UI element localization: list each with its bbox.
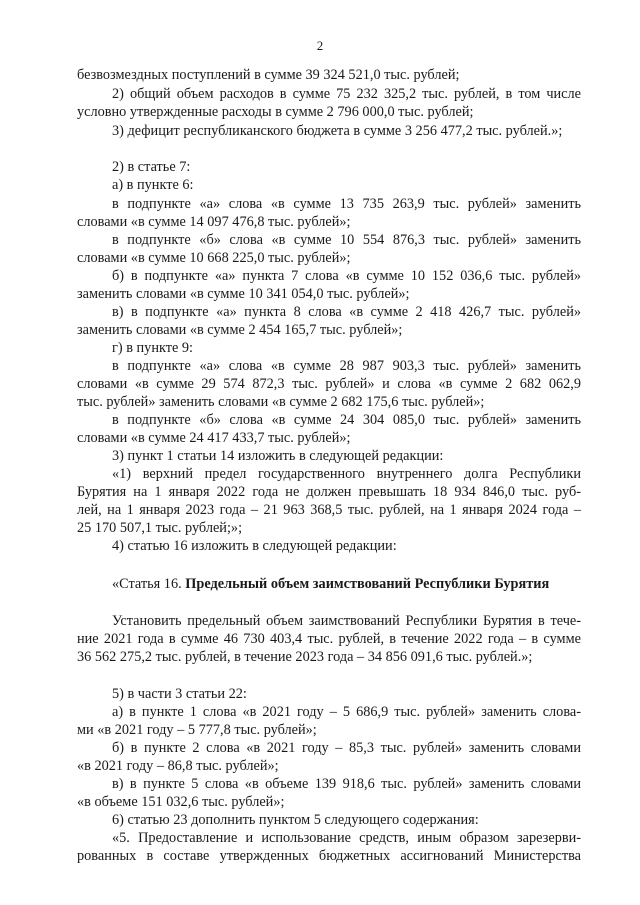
text-line: «1) верхний предел государственного внутреннего долга Республики	[112, 466, 581, 482]
text-line: 6) статью 23 дополнить пунктом 5 следующего содержания:	[112, 812, 479, 828]
article-title: Предельный объем заимствований Республики Бурятия	[185, 576, 550, 592]
text-line: 25 170 507,1 тыс. рублей;»;	[77, 520, 243, 536]
text-line: словами «в сумме 24 417 433,7 тыс. рублей»;	[77, 430, 351, 446]
text-line: 5) в части 3 статьи 22:	[112, 686, 247, 702]
text-line: в подпункте «а» слова «в сумме 28 987 903,3 тыс. рублей» заменить	[112, 358, 581, 374]
text-line: б) в подпункте «а» пункта 7 слова «в сумме 10 152 036,6 тыс. рублей»	[112, 268, 581, 284]
text-line: заменить словами «в сумме 10 341 054,0 тыс. рублей»;	[77, 286, 410, 302]
text-line: «5. Предоставление и использование средств, иным образом зарезерви-	[112, 830, 581, 846]
page-number: 2	[316, 38, 324, 53]
text-line: словами «в сумме 10 668 225,0 тыс. рублей»;	[77, 250, 351, 266]
text-line: словами «в сумме 14 097 476,8 тыс. рублей»;	[77, 214, 351, 230]
text-line: г) в пункте 9:	[112, 340, 194, 356]
text-line: 3) дефицит республиканского бюджета в сумме 3 256 477,2 тыс. рублей.»;	[112, 123, 563, 139]
text-line: в) в пункте 5 слова «в объеме 139 918,6 тыс. рублей» заменить словами	[112, 776, 581, 792]
text-line: а) в пункте 6:	[112, 177, 194, 193]
text-line: 4) статью 16 изложить в следующей редакции:	[112, 538, 397, 554]
text-line: «в 2021 году – 86,8 тыс. рублей»;	[77, 758, 279, 774]
text-line: б) в пункте 2 слова «в 2021 году – 85,3 тыс. рублей» заменить словами	[112, 740, 581, 756]
text-line: словами «в сумме 29 574 872,3 тыс. рублей» и слова «в сумме 2 682 062,9	[77, 376, 581, 392]
text-line: в подпункте «б» слова «в сумме 10 554 876,3 тыс. рублей» заменить	[112, 232, 581, 248]
article-heading	[112, 575, 549, 593]
text-line: в подпункте «а» слова «в сумме 13 735 263,9 тыс. рублей» заменить	[112, 196, 581, 212]
text-line: а) в пункте 1 слова «в 2021 году – 5 686,9 тыс. рублей» заменить слова-	[112, 704, 581, 720]
article-prefix: «Статья 16.	[112, 576, 186, 592]
text-line: 2) общий объем расходов в сумме 75 232 325,2 тыс. рублей, в том числе	[112, 86, 581, 102]
text-line: ние 2021 года в сумме 46 730 403,4 тыс. рублей, в течение 2022 года – в сумме	[77, 631, 581, 647]
text-line: в) в подпункте «а» пункта 8 слова «в сумме 2 418 426,7 тыс. рублей»	[112, 304, 581, 320]
text-line: Бурятия на 1 января 2022 года не должен превышать 18 934 846,0 тыс. руб-	[77, 484, 581, 500]
text-line: «в объеме 151 032,6 тыс. рублей»;	[77, 794, 285, 810]
text-line: 36 562 275,2 тыс. рублей, в течение 2023 года – 34 856 091,6 тыс. рублей.»;	[77, 649, 533, 665]
text-line: лей, на 1 января 2023 года – 21 963 368,5 тыс. рублей, на 1 января 2024 года –	[77, 502, 581, 518]
text-line: 2) в статье 7:	[112, 159, 191, 175]
text-line: заменить словами «в сумме 2 454 165,7 тыс. рублей»;	[77, 322, 403, 338]
text-line: 3) пункт 1 статьи 14 изложить в следующей редакции:	[112, 448, 444, 464]
text-line: рованных в составе утвержденных бюджетных ассигнований Министерства	[77, 848, 581, 864]
text-line: безвозмездных поступлений в сумме 39 324 521,0 тыс. рублей;	[77, 67, 460, 83]
text-line: ми «в 2021 году – 5 777,8 тыс. рублей»;	[77, 722, 317, 738]
text-line: тыс. рублей» заменить словами «в сумме 2 682 175,6 тыс. рублей»;	[77, 394, 485, 410]
text-line: условно утвержденные расходы в сумме 2 796 000,0 тыс. рублей;	[77, 104, 474, 120]
text-line: Установить предельный объем заимствований Республики Бурятия в тече-	[112, 613, 581, 629]
text-line: в подпункте «б» слова «в сумме 24 304 085,0 тыс. рублей» заменить	[112, 412, 581, 428]
